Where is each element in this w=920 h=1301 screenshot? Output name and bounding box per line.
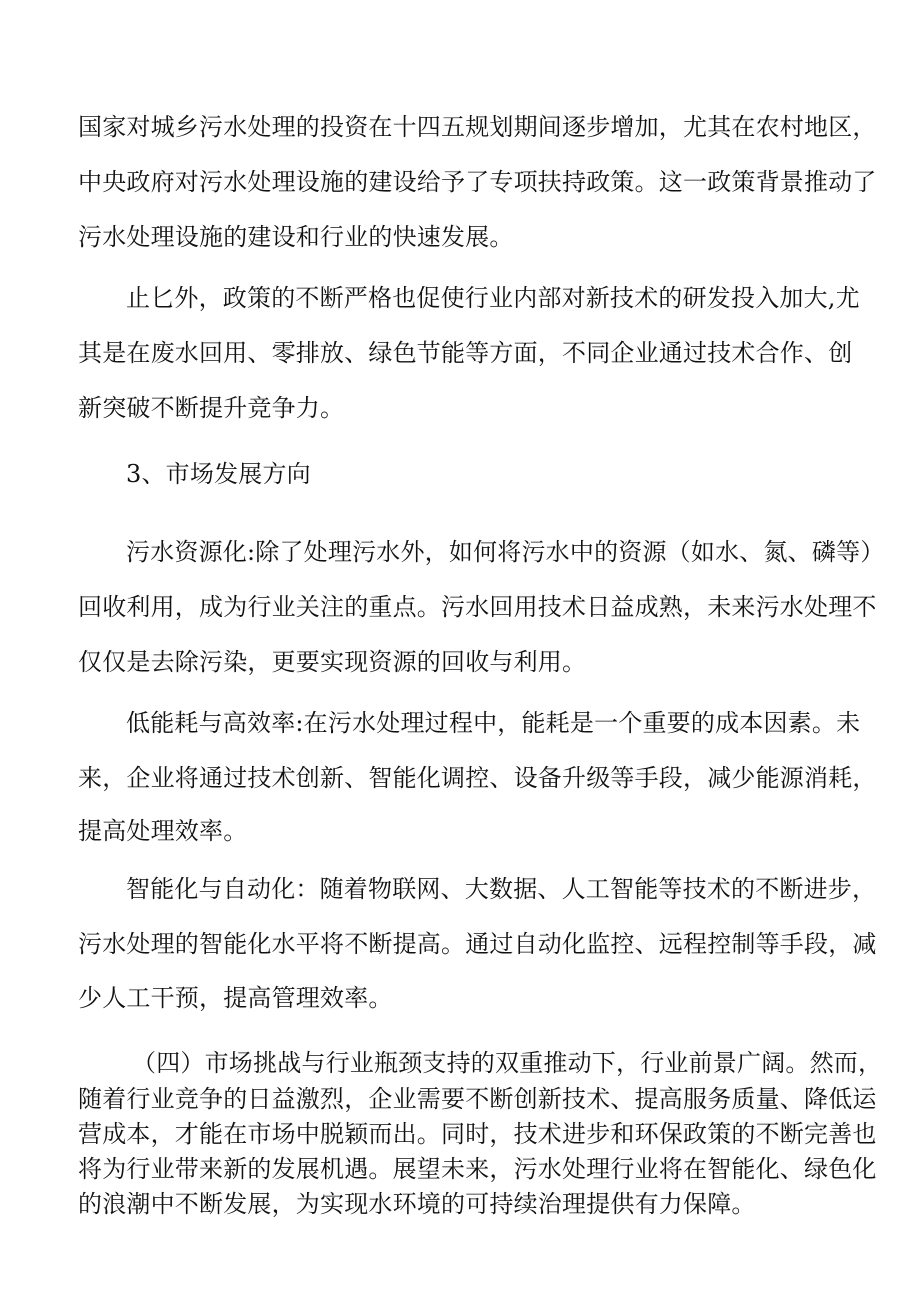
paragraph-3-line-3: 仅仅是去除污染，更要实现资源的回收与利用。 bbox=[78, 648, 587, 676]
paragraph-5-line-2: 污水处理的智能化水平将不断提高。通过自动化监控、远程控制等手段，减 bbox=[78, 930, 877, 958]
paragraph-3-line-2: 回收利用，成为行业关注的重点。污水回用技术日益成熟，未来污水处理不 bbox=[78, 593, 877, 621]
paragraph-4-line-3: 提高处理效率。 bbox=[78, 817, 248, 845]
paragraph-4-line-1: 低能耗与高效率:在污水处理过程中，能耗是一个重要的成本因素。未 bbox=[126, 709, 861, 737]
paragraph-1-line-3: 污水处理设施的建设和行业的快速发展。 bbox=[78, 223, 514, 251]
paragraph-2-line-3: 新突破不断提升竞争力。 bbox=[78, 394, 345, 422]
paragraph-5-line-3: 少人工干预，提高管理效率。 bbox=[78, 984, 393, 1012]
paragraph-3-line-1: 污水资源化:除了处理污水外，如何将污水中的资源（如水、氮、磷等） bbox=[126, 538, 885, 566]
paragraph-6-line-5: 的浪潮中不断发展，为实现水环境的可持续治理提供有力保障。 bbox=[78, 1190, 756, 1218]
paragraph-6-line-2: 随着行业竞争的日益激烈，企业需要不断创新技术、提高服务质量、降低运 bbox=[78, 1085, 877, 1113]
paragraph-1-line-2: 中央政府对污水处理设施的建设给予了专项扶持政策。这一政策背景推动了 bbox=[78, 168, 877, 196]
paragraph-1-line-1: 国家对城乡污水处理的投资在十四五规划期间逐步增加，尤其在农村地区， bbox=[78, 113, 877, 141]
paragraph-2-line-2: 其是在废水回用、零排放、绿色节能等方面，不同企业通过技术合作、创 bbox=[78, 339, 853, 367]
section-heading: 3、市场发展方向 bbox=[126, 460, 311, 488]
paragraph-6-line-4: 将为行业带来新的发展机遇。展望未来，污水处理行业将在智能化、绿色化 bbox=[78, 1155, 877, 1183]
paragraph-5-line-1: 智能化与自动化：随着物联网、大数据、人工智能等技术的不断进步， bbox=[126, 875, 877, 903]
paragraph-2-line-1: 止匕外，政策的不断严格也促使行业内部对新技术的研发投入加大,尤 bbox=[126, 284, 860, 312]
paragraph-6-line-3: 营成本，才能在市场中脱颖而出。同时，技术进步和环保政策的不断完善也 bbox=[78, 1120, 877, 1148]
paragraph-4-line-2: 来，企业将通过技术创新、智能化调控、设备升级等手段，减少能源消耗， bbox=[78, 764, 877, 792]
paragraph-6-line-1: （四）市场挑战与行业瓶颈支持的双重推动下，行业前景广阔。然而， bbox=[132, 1049, 883, 1077]
